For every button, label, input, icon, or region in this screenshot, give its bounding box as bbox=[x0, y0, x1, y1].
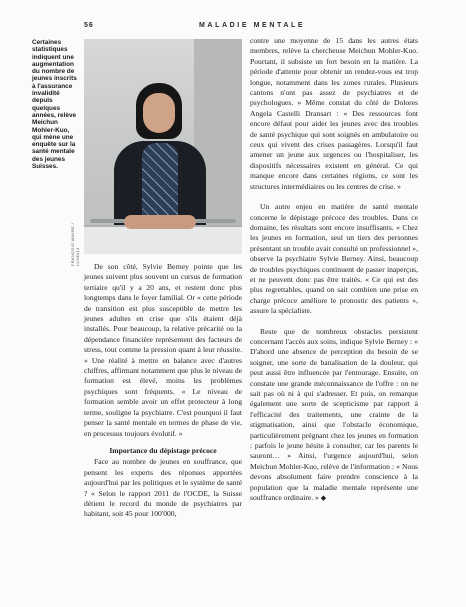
article-column-left bbox=[84, 262, 242, 520]
page-number: 56 bbox=[84, 22, 94, 29]
paragraph: contre une moyenne de 15 dans les autres états membres, relève la chercheuse Meichun Mohler-Kuo. Pourtant, il subsiste un fort besoin en la matière. La période d'attente pour obtenir un rendez-vous est trop longue, notamment dans les zones rurales. Plusieurs cantons n'ont pas assez de psychiatres et de psychologues. » Même constat du côté de Dolores Angela Castelli Dransart : « Des ressources font encore défaut pour aider les jeunes avec des troubles de santé psychique qui sont soignés en ambulatoire ou ceux qui vivent des crises passagères. Lorsqu'il faut amener un jeune aux urgences ou l'hospitaliser, les dispositifs nécessaires existent en général. Ce qui manque encore dans certaines régions, ce sont les structures intermédiaires ou les centres de crise. » bbox=[250, 36, 418, 191]
end-mark-icon: ◆ bbox=[320, 494, 327, 503]
page-header bbox=[84, 22, 412, 34]
article-column-right bbox=[250, 36, 418, 503]
photo-credit: FRANÇOIS WAVRE / LUNDI13 bbox=[70, 222, 80, 266]
paragraph: De son côté, Sylvie Berney pointe que les jeunes suivent plus souvent un cursus de formation tertiaire qu'il y a 20 ans, et restent donc plus longtemps dans le foyer familial. Or « cette période de transition est plus susceptible de mettre les jeunes adultes en crise que s'ils étaient déjà installés. Pour beaucoup, la relative précarité ou la dépendance financière représentent des facteurs de stress, tout comme la pression quant à leur réussite. » Une réalité à mettre en balance avec d'autres chiffres, affirmant notamment que plus le niveau de formation est élevé, moins les problèmes psychiques sont fréquents. « Le niveau de formation semble avoir un effet protecteur à long terme, souligne la psychiatre. C'est pourquoi il faut penser la santé mentale en termes de phase de vie, en processus toujours évolutif. » bbox=[84, 262, 242, 438]
paragraph: Face au nombre de jeunes en souffrance, que pensent les experts des réponses apportées aujourd'hui par les politiques et le système de santé ? « Selon le rapport 2011 de l'OCDE, la Suisse détient le record du monde de psychiatres par habitant, soit 45 pour 100'000, bbox=[84, 457, 242, 519]
paragraph: Reste que de nombreux obstacles persistent concernant l'accès aux soins, indique Sylvie Berney : « D'abord une absence de perception du besoin de se soigner, une sorte de banalisation de la douleur, qui peut aussi être influencée par l'entourage. Ensuite, on constate une grande méconnaissance de l'offre : on ne sait pas où ni à qui s'adresser. Et puis, on remarque également une sorte de scepticisme par rapport à l'efficacité des traitements, une crainte de la stigmatisation, ainsi que l'obstacle économique, particulièrement prégnant chez les jeunes en formation : parfois le jeune hésite à consulter, car les parents le sauront… » Ainsi, l'urgence aujourd'hui, selon Meichun Mohler-Kuo, relève de l'information : « Nous devons absolument faire prendre conscience à la population que la maladie mentale représente une souffrance ordinaire. » ◆ bbox=[250, 326, 418, 503]
paragraph: Un autre enjeu en matière de santé mentale concerne le dépistage précoce des troubles. Dans ce domaine, les résultats sont encore insuffisants. « Chez les jeunes en formation, seul un tiers des personnes présentant un trouble avait consulté un professionnel », observe la psychiatre Sylvie Berney. Ainsi, beaucoup de troubles psychiques continuent de passer inaperçus, et ne peuvent donc pas être traités. « Ce qui est des plus regrettables, quand on sait combien une prise en charge précoce améliore le pronostic des patients », assure la spécialiste. bbox=[250, 202, 418, 316]
portrait-photo bbox=[84, 39, 242, 254]
photo-caption: Certaines statistiques indiquent une augmentation du nombre de jeunes inscrits à l'assurance invalidité depuis quelques années, relève Meichun Mohler-Kuo, qui mène une enquête sur la santé mentale des jeunes Suisses. bbox=[32, 39, 77, 171]
section-title: MALADIE MENTALE bbox=[199, 22, 306, 29]
subheading: Importance du dépistage précoce bbox=[109, 445, 217, 455]
